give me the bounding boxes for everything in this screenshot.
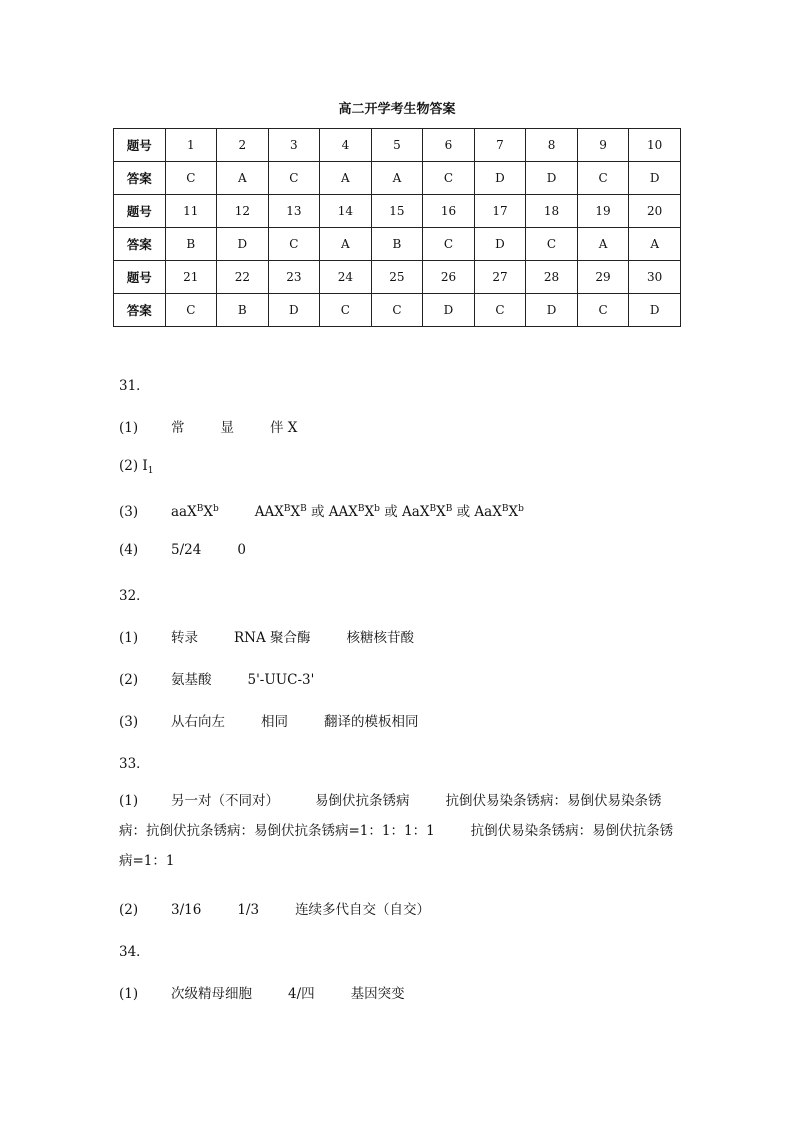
answer-cell: C — [526, 228, 578, 261]
question-number-cell: 14 — [320, 195, 372, 228]
answer-text: 次级精母细胞 — [171, 986, 252, 1002]
question-number-cell: 28 — [526, 261, 578, 294]
question-number-cell: 30 — [629, 261, 681, 294]
question-number-cell: 10 — [629, 129, 681, 162]
q33-part1 — [119, 786, 679, 876]
q31-part3 — [119, 500, 524, 520]
part-number: (1) — [119, 793, 139, 809]
genotype-options: $AAX^BX^B$ 或 $AAX^BX^b$ 或 $AaX^BX^B$ 或 $AaX^BX^b$ — [254, 504, 524, 520]
row-label: 题号 — [114, 261, 166, 294]
page-title: 高二开学考生物答案 — [338, 102, 456, 117]
answer-cell: D — [629, 294, 681, 327]
answer-cell: A — [629, 228, 681, 261]
answer-cell: D — [474, 162, 526, 195]
row-label: 答案 — [114, 294, 166, 327]
question-number-cell: 8 — [526, 129, 578, 162]
q32-part1 — [119, 626, 414, 646]
question-number-cell: 25 — [371, 261, 423, 294]
part-number: (1) — [119, 986, 139, 1002]
answer-cell: D — [423, 294, 475, 327]
answer-row — [114, 162, 681, 195]
answer-text: 相同 — [261, 714, 288, 730]
q31-part1 — [119, 416, 297, 436]
part-number: (2) — [119, 672, 139, 688]
answer-table — [113, 128, 681, 327]
answer-cell: C — [577, 294, 629, 327]
question-number-cell: 19 — [577, 195, 629, 228]
answer-text: 易倒伏抗条锈病 — [315, 793, 410, 809]
answer-text: 另一对（不同对） — [171, 793, 279, 809]
question-number-cell: 20 — [629, 195, 681, 228]
answer-text: 1/3 — [237, 902, 260, 918]
answer-text: 抗倒伏易染条锈病：易倒伏易染条锈病：抗倒伏抗条锈病：易倒伏抗条锈病=1：1：1：1 — [119, 793, 662, 839]
answer-cell: C — [577, 162, 629, 195]
question-number-cell: 16 — [423, 195, 475, 228]
answer-text: 5/24 — [171, 542, 202, 558]
q34-part1 — [119, 982, 405, 1002]
answer-text: 4/四 — [288, 986, 315, 1002]
answer-text: 基因突变 — [350, 986, 405, 1002]
question-number-cell: 2 — [217, 129, 269, 162]
answer-text: 3/16 — [171, 902, 202, 918]
part-number: (4) — [119, 542, 139, 558]
answer-text: 核糖核苷酸 — [346, 630, 415, 646]
question-number-row — [114, 261, 681, 294]
answer-text: 连续多代自交（自交） — [295, 902, 431, 918]
question-31-heading: 31． — [119, 378, 150, 394]
question-number-cell: 24 — [320, 261, 372, 294]
answer-cell: B — [165, 228, 217, 261]
question-number-cell: 18 — [526, 195, 578, 228]
answer-text: 常 — [171, 420, 185, 436]
part-number: (1) — [119, 420, 139, 436]
question-number-cell: 1 — [165, 129, 217, 162]
answer-cell: C — [268, 228, 320, 261]
answer-cell: D — [526, 162, 578, 195]
question-number-cell: 15 — [371, 195, 423, 228]
answer-cell: C — [474, 294, 526, 327]
q31-part2 — [119, 458, 153, 476]
part-number: (2) — [119, 902, 139, 918]
question-number-cell: 27 — [474, 261, 526, 294]
q33-part2 — [119, 898, 430, 918]
question-number-cell: 5 — [371, 129, 423, 162]
question-number-cell: 23 — [268, 261, 320, 294]
question-number-cell: 7 — [474, 129, 526, 162]
answer-cell: C — [423, 162, 475, 195]
part-number: (3) — [119, 714, 139, 730]
answer-cell: D — [268, 294, 320, 327]
answer-cell: B — [371, 228, 423, 261]
question-number-cell: 9 — [577, 129, 629, 162]
row-label: 答案 — [114, 162, 166, 195]
answer-text: 显 — [220, 420, 234, 436]
part-number: (1) — [119, 630, 139, 646]
question-number-cell: 3 — [268, 129, 320, 162]
question-number-cell: 11 — [165, 195, 217, 228]
row-label: 答案 — [114, 228, 166, 261]
question-34-heading: 34． — [119, 944, 150, 960]
question-number-cell: 17 — [474, 195, 526, 228]
answer-text: 抗倒伏易染条锈病：易倒伏抗条锈病=1：1 — [119, 823, 674, 869]
answer-cell: D — [217, 228, 269, 261]
answer-cell: A — [371, 162, 423, 195]
answer-text: RNA 聚合酶 — [234, 630, 311, 646]
question-number-row — [114, 129, 681, 162]
answer-cell: C — [165, 294, 217, 327]
subscript: 1 — [147, 466, 154, 476]
q32-part2 — [119, 668, 314, 688]
answer-cell: D — [474, 228, 526, 261]
answer-cell: A — [320, 162, 372, 195]
part-number: (3) — [119, 504, 139, 520]
answer-cell: A — [320, 228, 372, 261]
question-number-cell: 21 — [165, 261, 217, 294]
row-label: 题号 — [114, 195, 166, 228]
answer-text: 翻译的模板相同 — [324, 714, 419, 730]
row-label: 题号 — [114, 129, 166, 162]
question-number-cell: 4 — [320, 129, 372, 162]
answer-cell: D — [629, 162, 681, 195]
answer-row — [114, 294, 681, 327]
answer-cell: C — [165, 162, 217, 195]
answer-text: 5'-UUC-3' — [247, 672, 315, 688]
answer-text: 转录 — [171, 630, 198, 646]
answer-text: 0 — [237, 542, 246, 558]
q32-part3 — [119, 710, 419, 730]
question-32-heading: 32． — [119, 588, 150, 604]
answer-cell: A — [577, 228, 629, 261]
question-number-cell: 6 — [423, 129, 475, 162]
answer-cell: C — [268, 162, 320, 195]
question-number-row — [114, 195, 681, 228]
answer-cell: C — [371, 294, 423, 327]
genotype: $aaX^BX^b$ — [171, 504, 219, 520]
part-number: (2) I — [119, 458, 148, 474]
answer-cell: B — [217, 294, 269, 327]
answer-cell: A — [217, 162, 269, 195]
answer-text: 氨基酸 — [171, 672, 212, 688]
answer-cell: D — [526, 294, 578, 327]
question-number-cell: 29 — [577, 261, 629, 294]
answer-cell: C — [423, 228, 475, 261]
answer-row — [114, 228, 681, 261]
question-number-cell: 22 — [217, 261, 269, 294]
question-33-heading: 33． — [119, 756, 150, 772]
answer-text: 伴 X — [270, 420, 298, 436]
answer-cell: C — [320, 294, 372, 327]
q31-part4 — [119, 542, 246, 558]
question-number-cell: 12 — [217, 195, 269, 228]
answer-text: 从右向左 — [171, 714, 225, 730]
question-number-cell: 26 — [423, 261, 475, 294]
question-number-cell: 13 — [268, 195, 320, 228]
